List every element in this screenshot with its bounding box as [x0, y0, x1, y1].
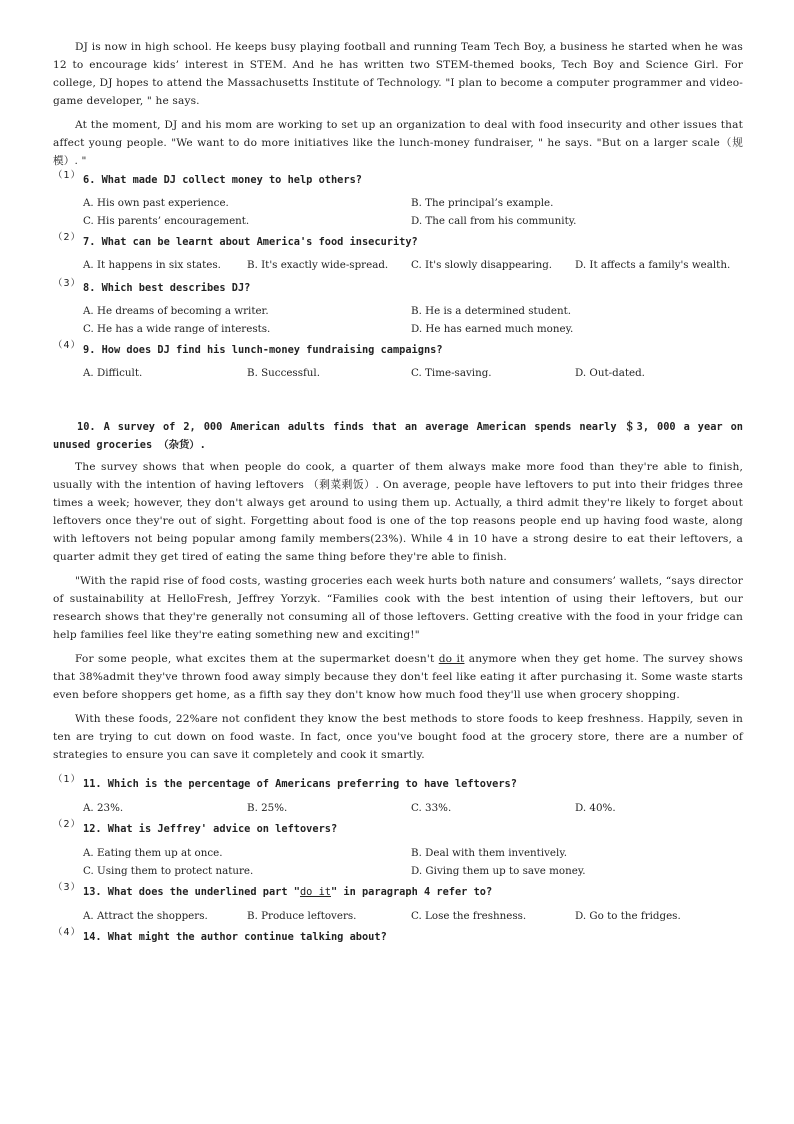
question-number: （4） — [53, 927, 82, 938]
option-b[interactable]: B. Produce leftovers. — [247, 910, 357, 922]
option-a[interactable]: A. He dreams of becoming a writer. — [83, 305, 269, 317]
question-number: （2） — [53, 819, 82, 830]
question-13-options — [53, 907, 743, 925]
option-c-text: C. It's slowly disappearing. — [411, 259, 553, 271]
question-text: 11. Which is the percentage of Americans preferring to have leftovers? — [83, 778, 517, 790]
option-b-text: B. It's exactly wide-spread. — [247, 259, 389, 271]
question-text: 14. What might the author continue talking about? — [83, 931, 387, 943]
question-text: 8. Which best describes DJ? — [83, 282, 251, 294]
option-d[interactable]: D. Giving them up to save money. — [411, 865, 586, 877]
question-number: （3） — [53, 278, 82, 289]
passage2-heading: 10. A survey of 2, 000 American adults finds that an average American spends nearly ＄3, 000 a year on unused groceries （杂货）. — [53, 421, 743, 451]
option-b[interactable] — [247, 256, 411, 274]
option-a[interactable]: A. Difficult. — [83, 367, 143, 379]
option-a-text: A. It happens in six states. — [83, 259, 221, 271]
option-a[interactable]: A. 23%. — [83, 802, 124, 814]
option-d[interactable]: D. 40%. — [575, 802, 616, 814]
option-c[interactable]: C. Lose the freshness. — [411, 910, 527, 922]
option-c[interactable]: C. 33%. — [411, 802, 452, 814]
question-text: 12. What is Jeffrey' advice on leftovers? — [83, 823, 338, 835]
option-a[interactable]: A. Attract the shoppers. — [83, 910, 208, 922]
option-d-text: D. It affects a family's wealth. — [575, 259, 731, 271]
option-b[interactable]: B. He is a determined student. — [411, 305, 571, 317]
option-c[interactable]: C. Using them to protect nature. — [83, 865, 254, 877]
option-c[interactable] — [411, 256, 575, 274]
question-9 — [53, 340, 743, 362]
paragraph-3-text-before: For some people, what excites them at the supermarket doesn't — [75, 653, 439, 665]
question-number: （4） — [53, 340, 82, 351]
option-d[interactable]: D. Go to the fridges. — [575, 910, 681, 922]
option-d[interactable]: D. The call from his community. — [411, 215, 577, 227]
question-9-options — [53, 364, 743, 382]
question-7 — [53, 232, 743, 254]
passage1-paragraph-2: At the moment, DJ and his mom are working to set up an organization to deal with food insecurity and other issues that affect young people. "We want to do more initiatives like the lunch-money fundraiser, " he says. "But on a larger scale（规模）. " — [53, 119, 743, 167]
option-c[interactable]: C. Time-saving. — [411, 367, 492, 379]
passage2-paragraph-1: The survey shows that when people do cook, a quarter of them always make more food than they're able to finish, usually with the intention of having leftovers （剩菜剩饭）. On average, people have leftovers to put into their fridges three times a week; however, they don't always get around to using them up. Actually, a third admit they're likely to forget about leftovers once they're out of sight. Forgetting about food is one of the top reasons people end up having food waste, along with leftovers not being popular among family members(23%). While 4 in 10 have a strong desire to eat their leftovers, a quarter admit they get tired of eating the same thing before they're able to finish. — [53, 461, 743, 563]
option-c[interactable]: C. He has a wide range of interests. — [83, 323, 271, 335]
question-number: （3） — [53, 882, 82, 893]
question-11 — [53, 774, 743, 796]
option-d[interactable] — [575, 256, 741, 274]
option-a[interactable]: A. His own past experience. — [83, 197, 229, 209]
question-6 — [53, 170, 743, 192]
question-number: （1） — [53, 170, 82, 181]
passage2-paragraph-4: With these foods, 22%are not confident they know the best methods to store foods to keep freshness. Happily, seven in ten are trying to cut down on food waste. In fact, once you've bought food at the grocery store, there are a number of strategies to ensure you can save it completely and cook it smartly. — [53, 713, 743, 761]
question-number: （1） — [53, 774, 82, 785]
option-d[interactable]: D. Out-dated. — [575, 367, 645, 379]
paragraph-3-text-after: anymore when they get home. The survey shows that 38%admit they've thrown food away simply because they don't feel like eating it after purchasing it. Some waste starts even before shoppers get home, as a fifth say they don't know how much food they'll use when grocery shopping. — [53, 653, 743, 701]
option-d[interactable]: D. He has earned much money. — [411, 323, 574, 335]
question-text: 9. How does DJ find his lunch-money fundraising campaigns? — [83, 344, 443, 356]
passage2-paragraph-2: "With the rapid rise of food costs, wasting groceries each week hurts both nature and consumers’ wallets, “says director of sustainability at HelloFresh, Jeffrey Yorzyk. “Families cook with the best intention of using their leftovers, but our research shows that they're generally not consuming all of those leftovers. Getting creative with the food in your fridge can help families feel like they're eating something new and exciting!" — [53, 575, 743, 641]
question-underlined-phrase: do it — [299, 886, 331, 898]
question-13 — [53, 882, 743, 904]
underlined-phrase: do it — [438, 653, 465, 665]
question-8 — [53, 278, 743, 300]
question-7-options — [53, 256, 743, 274]
question-8-options — [53, 302, 743, 338]
option-b[interactable]: B. The principal’s example. — [411, 197, 554, 209]
passage2-paragraph-3 — [53, 650, 743, 704]
question-text: 7. What can be learnt about America's food insecurity? — [83, 236, 418, 248]
question-14 — [53, 927, 743, 949]
section-gap — [53, 384, 743, 418]
document-page — [53, 38, 743, 949]
question-text-before: 13. What does the underlined part " — [83, 886, 300, 898]
question-text-after: " in paragraph 4 refer to? — [330, 886, 493, 898]
option-a[interactable] — [83, 256, 247, 274]
option-b[interactable]: B. Deal with them inventively. — [411, 847, 568, 859]
option-c[interactable]: C. His parents’ encouragement. — [83, 215, 250, 227]
question-text: 6. What made DJ collect money to help others? — [83, 174, 362, 186]
option-a[interactable]: A. Eating them up at once. — [83, 847, 223, 859]
question-number: （2） — [53, 232, 82, 243]
passage1-paragraph-1: DJ is now in high school. He keeps busy playing football and running Team Tech Boy, a business he started when he was 12 to encourage kids’ interest in STEM. And he has written two STEM-themed books, Tech Boy and Science Girl. For college, DJ hopes to attend the Massachusetts Institute of Technology. "I plan to become a computer programmer and video-game developer, " he says. — [53, 41, 743, 107]
question-text — [83, 886, 492, 898]
option-b[interactable]: B. Successful. — [247, 367, 321, 379]
question-6-options — [53, 194, 743, 230]
question-12 — [53, 819, 743, 841]
option-b[interactable]: B. 25%. — [247, 802, 288, 814]
question-12-options — [53, 844, 743, 880]
question-11-options — [53, 799, 743, 817]
